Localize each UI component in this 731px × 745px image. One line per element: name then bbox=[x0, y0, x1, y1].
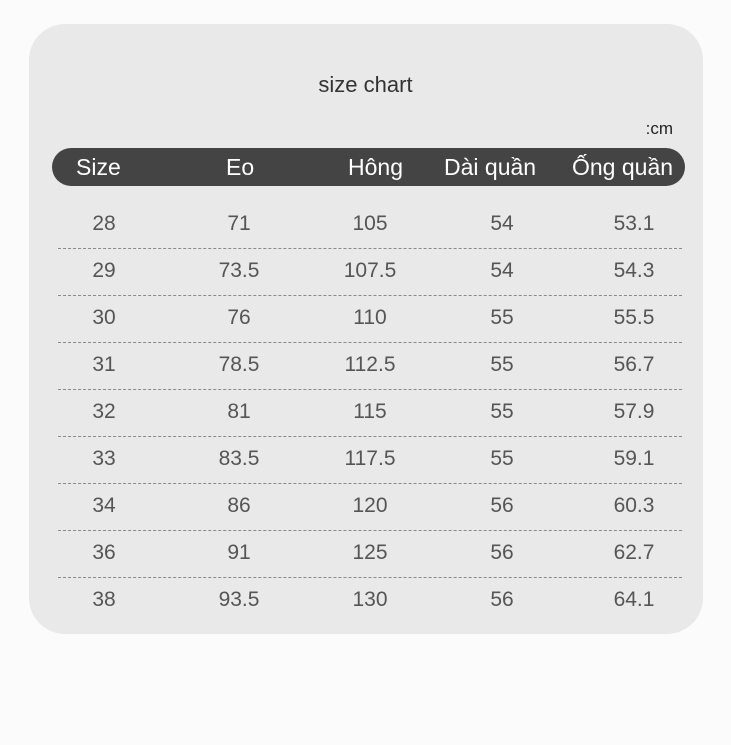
header-size: Size bbox=[76, 154, 121, 180]
cell-waist: 83.5 bbox=[218, 447, 260, 470]
table-row bbox=[58, 390, 682, 437]
cell-size: 31 bbox=[92, 353, 116, 376]
header-leg-opening: Ống quần bbox=[572, 154, 674, 180]
cell-hip: 117.5 bbox=[344, 447, 396, 470]
cell-waist: 78.5 bbox=[218, 353, 260, 376]
cell-waist: 91 bbox=[227, 541, 251, 564]
cell-leg-opening: 64.1 bbox=[613, 588, 655, 611]
cell-leg-opening: 60.3 bbox=[613, 494, 655, 517]
cell-leg-opening: 56.7 bbox=[613, 353, 655, 376]
table-row bbox=[58, 249, 682, 296]
cell-length: 56 bbox=[490, 494, 514, 517]
table-row bbox=[58, 296, 682, 343]
cell-size: 32 bbox=[92, 400, 116, 423]
cell-length: 54 bbox=[490, 259, 514, 282]
table-row bbox=[58, 578, 682, 625]
table-row bbox=[58, 484, 682, 531]
cell-hip: 115 bbox=[353, 400, 387, 423]
cell-leg-opening: 59.1 bbox=[613, 447, 655, 470]
header-length: Dài quần bbox=[444, 154, 537, 180]
header-hip: Hông bbox=[348, 154, 403, 180]
cell-length: 55 bbox=[490, 306, 514, 329]
table-row bbox=[58, 437, 682, 484]
cell-size: 36 bbox=[92, 541, 116, 564]
cell-waist: 86 bbox=[227, 494, 251, 517]
table-body bbox=[58, 202, 682, 625]
cell-waist: 73.5 bbox=[218, 259, 260, 282]
cell-waist: 93.5 bbox=[218, 588, 260, 611]
header-waist: Eo bbox=[226, 154, 255, 180]
cell-length: 56 bbox=[490, 541, 514, 564]
cell-size: 34 bbox=[92, 494, 116, 517]
table-row bbox=[58, 202, 682, 249]
table-row bbox=[58, 531, 682, 578]
cell-leg-opening: 54.3 bbox=[613, 259, 655, 282]
cell-hip: 107.5 bbox=[343, 259, 397, 282]
cell-hip: 110 bbox=[353, 306, 387, 329]
cell-waist: 81 bbox=[227, 400, 251, 423]
cell-leg-opening: 62.7 bbox=[613, 541, 655, 564]
chart-title: size chart bbox=[318, 72, 413, 97]
cell-size: 38 bbox=[92, 588, 116, 611]
cell-size: 29 bbox=[92, 259, 116, 282]
cell-hip: 105 bbox=[352, 212, 388, 235]
cell-length: 54 bbox=[490, 212, 514, 235]
cell-hip: 130 bbox=[352, 588, 388, 611]
cell-leg-opening: 53.1 bbox=[613, 212, 655, 235]
cell-waist: 71 bbox=[227, 212, 251, 235]
cell-size: 28 bbox=[92, 212, 116, 235]
cell-size: 33 bbox=[92, 447, 116, 470]
table-row bbox=[58, 343, 682, 390]
cell-leg-opening: 57.9 bbox=[613, 400, 655, 423]
table-header bbox=[52, 148, 685, 186]
cell-hip: 125 bbox=[352, 541, 388, 564]
cell-length: 55 bbox=[490, 400, 514, 423]
cell-hip: 112.5 bbox=[344, 353, 396, 376]
cell-hip: 120 bbox=[352, 494, 388, 517]
cell-size: 30 bbox=[92, 306, 116, 329]
cell-leg-opening: 55.5 bbox=[613, 306, 655, 329]
cell-length: 55 bbox=[490, 353, 514, 376]
cell-waist: 76 bbox=[227, 306, 251, 329]
unit-label: :cm bbox=[645, 119, 673, 138]
cell-length: 55 bbox=[490, 447, 514, 470]
cell-length: 56 bbox=[490, 588, 514, 611]
